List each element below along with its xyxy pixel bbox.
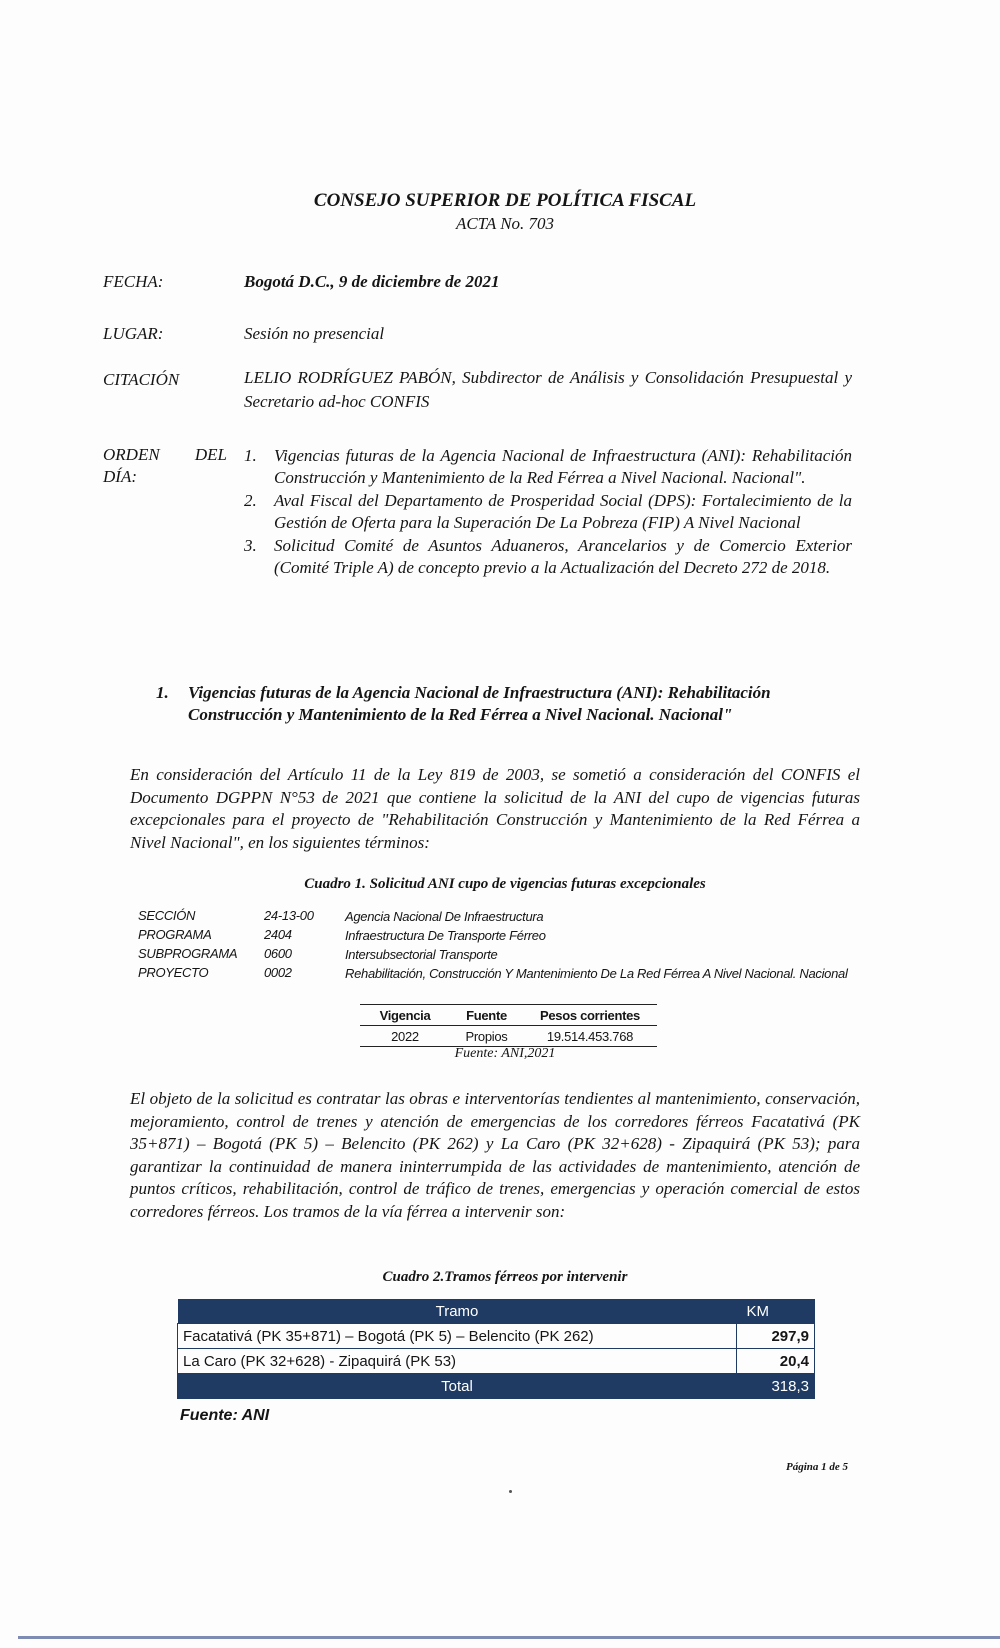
col-header-vigencia: Vigencia: [360, 1005, 450, 1026]
cuadro1-source: Fuente: ANI,2021: [454, 1046, 556, 1061]
spec-value-proyecto: Rehabilitación, Construcción Y Mantenimiento De La Red Férrea A Nivel Nacional. Nacional: [345, 966, 848, 981]
spec-value-subprograma: Intersubsectorial Transporte: [345, 947, 498, 962]
paragraph-objeto: El objeto de la solicitud es contratar las obras e interventorías tendientes al mantenimiento, conservación, mejoramiento, control de trenes y atención de emergencias de los corredores férreos Facatativá (PK 35+871) – Bogotá (PK 5) – Belencito (PK 262) y La Caro (PK 32+628) - Zipaquirá (PK 53); para garantizar la continuidad de manera ininterrumpida de las actividades de mantenimiento, atención de puntos críticos, rehabilitación, control de tráfico de trenes, emergencias y operación comercial de estos corredores férreos. Los tramos de la vía férrea a intervenir son:: [130, 1089, 860, 1221]
spec-code-programa: 2404: [264, 927, 292, 942]
table-row: [178, 1349, 815, 1374]
citacion-value: LELIO RODRÍGUEZ PABÓN, Subdirector de Análisis y Consolidación Presupuestal y Secretario ad-hoc CONFIS: [244, 368, 852, 411]
document-title: CONSEJO SUPERIOR DE POLÍTICA FISCAL: [313, 190, 697, 211]
lugar-label: LUGAR:: [103, 324, 164, 343]
agenda-text: Solicitud Comité de Asuntos Aduaneros, Arancelarios y de Comercio Exterior (Comité Triple A) de concepto previo a la Actualización del Decreto 272 de 2018.: [274, 536, 852, 577]
cell-km: 20,4: [737, 1349, 815, 1374]
cuadro1-caption: Cuadro 1. Solicitud ANI cupo de vigencias futuras excepcionales: [304, 876, 706, 892]
table-header-row: [360, 1005, 657, 1026]
vigencia-table: [360, 1004, 657, 1047]
orden-label: ORDEN DEL: [103, 445, 227, 464]
spec-code-subprograma: 0600: [264, 946, 292, 961]
table-header-row: [178, 1299, 815, 1324]
section-heading: [156, 682, 856, 726]
col-header-fuente: Fuente: [450, 1005, 523, 1026]
cuadro2-source: Fuente: ANI: [180, 1407, 270, 1424]
section-heading-text: Vigencias futuras de la Agencia Nacional de Infraestructura (ANI): Rehabilitación Construcción y Mantenimiento de la Red Férrea a Nivel Nacional. Nacional": [188, 683, 771, 724]
fecha-label: FECHA:: [103, 272, 164, 291]
spec-code-seccion: 24-13-00: [264, 908, 314, 923]
total-km: 318,3: [737, 1374, 815, 1399]
cell-fuente: Propios: [450, 1026, 523, 1047]
spec-key-subprograma: SUBPROGRAMA: [138, 946, 238, 961]
acta-number: ACTA No. 703: [455, 214, 555, 233]
col-header-km: KM: [737, 1299, 815, 1324]
agenda-number: 1.: [244, 446, 257, 465]
agenda-number: 2.: [244, 491, 257, 510]
col-header-tramo: Tramo: [178, 1299, 737, 1324]
paragraph-consideracion: En consideración del Artículo 11 de la Ley 819 de 2003, se sometió a consideración del CONFIS el Documento DGPPN N°53 de 2021 que contiene la solicitud de la ANI del cupo de vigencias futuras excepcionales para el proyecto de "Rehabilitación Construcción y Mantenimiento de la Red Férrea a Nivel Nacional", en los siguientes términos:: [130, 765, 860, 852]
agenda-item: [244, 445, 852, 489]
agenda-number: 3.: [244, 536, 257, 555]
table-row: [178, 1324, 815, 1349]
lugar-value: Sesión no presencial: [244, 324, 385, 343]
spec-code-proyecto: 0002: [264, 965, 292, 980]
orden-label-dia: DÍA:: [103, 467, 137, 486]
cell-tramo: La Caro (PK 32+628) - Zipaquirá (PK 53): [178, 1349, 737, 1374]
page-bottom-rule: [18, 1636, 1000, 1639]
spec-value-programa: Infraestructura De Transporte Férreo: [345, 928, 546, 943]
agenda-list: [244, 445, 852, 580]
cell-pesos: 19.514.453.768: [523, 1026, 657, 1047]
citacion-label: CITACIÓN: [103, 370, 180, 389]
cell-vigencia: 2022: [360, 1026, 450, 1047]
fecha-value: Bogotá D.C., 9 de diciembre de 2021: [244, 272, 500, 291]
agenda-text: Aval Fiscal del Departamento de Prosperidad Social (DPS): Fortalecimiento de la Gestión de Oferta para la Superación De La Pobreza (FIP) A Nivel Nacional: [274, 491, 852, 532]
scan-speck: [509, 1490, 512, 1493]
cell-tramo: Facatativá (PK 35+871) – Bogotá (PK 5) – Belencito (PK 262): [178, 1324, 737, 1349]
col-header-pesos: Pesos corrientes: [523, 1005, 657, 1026]
section-number: 1.: [156, 683, 169, 702]
total-label: Total: [178, 1374, 737, 1399]
spec-key-programa: PROGRAMA: [138, 927, 212, 942]
cuadro2-caption: Cuadro 2.Tramos férreos por intervenir: [382, 1269, 628, 1285]
table-row: [360, 1026, 657, 1047]
spec-key-proyecto: PROYECTO: [138, 965, 209, 980]
tramos-table: [177, 1299, 815, 1399]
spec-value-seccion: Agencia Nacional De Infraestructura: [345, 909, 544, 924]
agenda-text: Vigencias futuras de la Agencia Nacional de Infraestructura (ANI): Rehabilitación Construcción y Mantenimiento de la Red Férrea a Nivel Nacional. Nacional".: [274, 446, 852, 487]
agenda-item: [244, 490, 852, 534]
spec-key-seccion: SECCIÓN: [138, 908, 196, 923]
page-number: Página 1 de 5: [786, 1461, 849, 1473]
agenda-item: [244, 535, 852, 579]
cell-km: 297,9: [737, 1324, 815, 1349]
table-total-row: [178, 1374, 815, 1399]
